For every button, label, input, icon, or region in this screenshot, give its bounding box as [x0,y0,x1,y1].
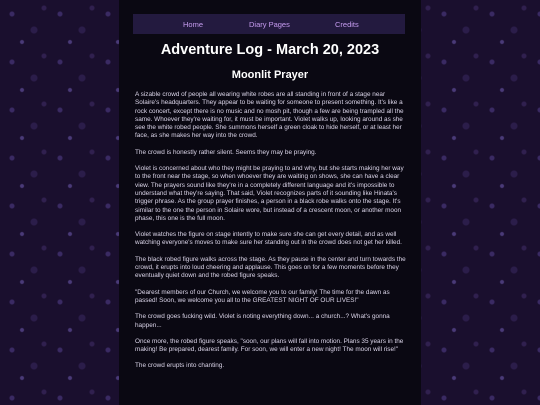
nav-bar [133,14,405,34]
log-content [135,91,407,379]
paragraph: Violet watches the figure on stage intently to make sure she can get every detail, and as well watching everyone's moves to make sure her standing out in the crowd does not get her killed. [135,231,402,247]
paragraph: The crowd is honestly rather silent. Seems they may be praying. [135,148,317,156]
nav-link-home[interactable]: Home [183,20,204,29]
paragraph: The crowd erupts into chanting. [135,362,225,370]
page-title: Adventure Log - March 20, 2023 [160,42,380,58]
nav-link-credits[interactable]: Credits [335,20,359,29]
content-panel [119,0,421,405]
paragraph: The black robed figure walks across the stage. As they pause in the center and turn towards the crowd, it erupts into loud cheering and applause. This goes on for a few moments before they eventually quiet down and the robed figure speaks. [135,255,406,280]
paragraph: "Dearest members of our Church, we welcome you to our family! The time for the dawn as passed! Soon, we welcome you all to the GREATEST NIGHT OF OUR LIVES!" [135,288,390,304]
nav-link-diary-pages[interactable]: Diary Pages [249,20,290,29]
paragraph: A sizable crowd of people all wearing white robes are all standing in front of a stage near Solaire's headquarters. They appear to be waiting for someone to present something. It's like a rock concert, except there is no music and no mosh pit, though a few are being trampled all the same. Whoever they're waiting for, it must be important. Violet walks up, looking around as she see the white robed people. She summons herself a green cloak to hide herself, or at least her face, as she makes her way into the crowd. [135,91,404,140]
paragraph: Once more, the robed figure speaks, "soon, our plans will fall into motion. Plans 35 years in the making! Be prepared, dearest family. For soon, we will enter a new night! The moon will rise!" [135,337,404,354]
page-subtitle: Moonlit Prayer [231,69,309,81]
paragraph: Violet is concerned about who they might be praying to and why, but she starts making her way to the front near the stage, so when whoever they are waiting on shows, she can have a clear view. The prayers sound like they're in a completely different language and it's impossible to understand what they're saying. That said, Violet recognizes parts of it sounding like Hinata's trigger phrase. As the group prayer finishes, a person in a black robe walks onto the stage. It's similar to the one the person in Solaire wore, but instead of a crescent moon, or another moon phase, this one is the full moon. [135,165,404,222]
paragraph: The crowd goes fucking wild. Violet is noting everything down... a church...? What's gonna happen... [135,313,390,329]
